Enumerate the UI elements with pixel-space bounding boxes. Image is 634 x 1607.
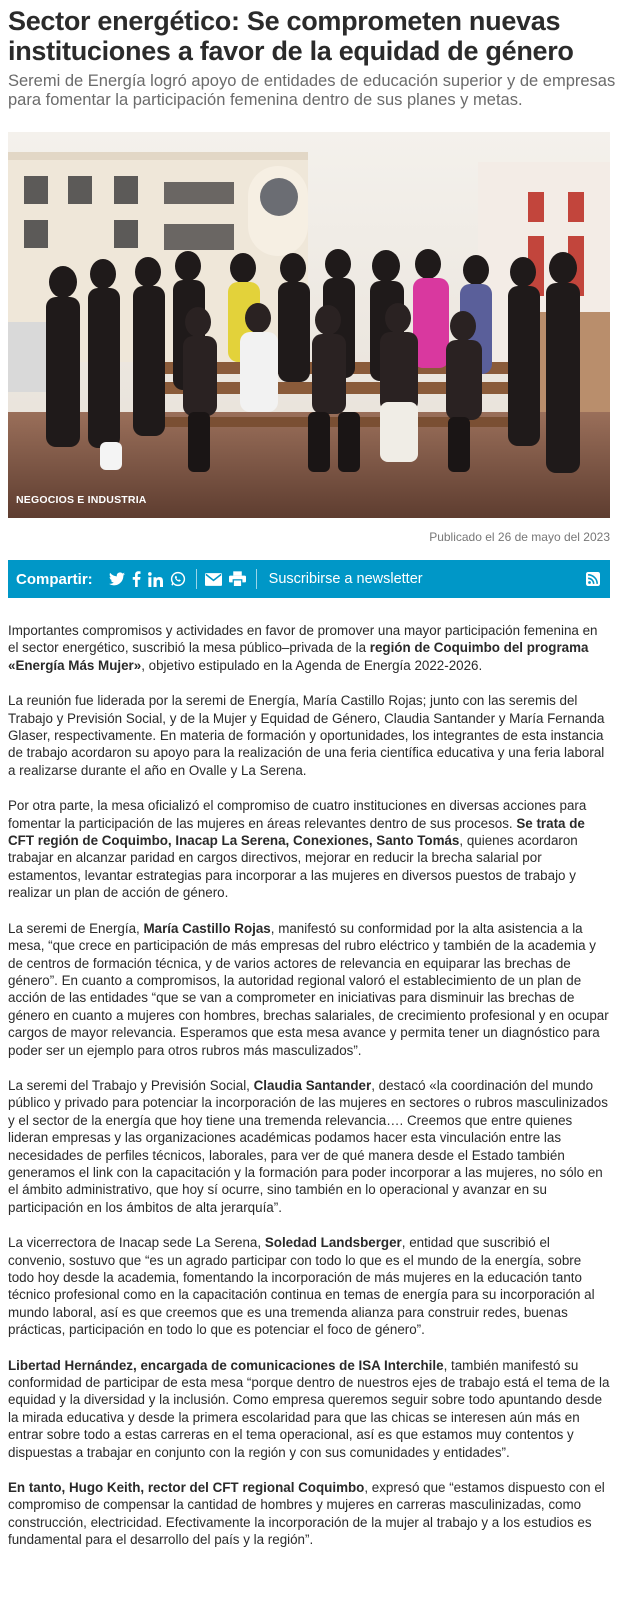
- paragraph-text: , expresó que “estamos dispuesto con el compromiso de compensar la cantidad de hombres y mujeres en carreras masculinizadas, como construcción, electricidad. Efectivamente la incorporación de la mujer al trabajo y a los estudios es fundamental para el desarrollo del país y la región”.: [8, 1480, 605, 1548]
- whatsapp-icon[interactable]: [170, 571, 186, 587]
- twitter-icon[interactable]: [109, 572, 125, 586]
- article-paragraph: [8, 1234, 610, 1338]
- bold-text: región de Coquimbo del programa «Energía Más Mujer»: [8, 640, 589, 673]
- linkedin-icon[interactable]: [148, 572, 163, 587]
- bold-text: Libertad Hernández, encargada de comunicaciones de ISA Interchile: [8, 1357, 444, 1373]
- publish-date: Publicado el 26 de mayo del 2023: [429, 530, 610, 544]
- article-paragraph: [8, 622, 610, 674]
- bold-text: Soledad Landsberger: [264, 1235, 402, 1251]
- article-paragraph: [8, 1357, 610, 1461]
- article-paragraph: [8, 1077, 610, 1216]
- paragraph-text: La reunión fue liderada por la seremi de Energía, María Castillo Rojas; junto con las seremis del Trabajo y Previsión Social, y de la Mujer y Equidad de Género, Claudia Santander y María Fernanda Glaser, respectivamente. En materia de formación y oportunidades, los integrantes de esta instancia de trabajo acordaron su apoyo para la realización de una feria científica educativa y una feria laboral a realizarse durante el año en Ovalle y La Serena.: [8, 693, 605, 778]
- email-icon[interactable]: [205, 573, 222, 586]
- bold-text: En tanto, Hugo Keith, rector del CFT regional Coquimbo: [8, 1480, 365, 1496]
- article-paragraph: [8, 797, 610, 901]
- bold-text: Se trata de CFT región de Coquimbo, Inacap La Serena, Conexiones, Santo Tomás: [8, 815, 585, 849]
- bold-text: María Castillo Rojas: [143, 920, 271, 936]
- article-paragraph: [8, 692, 610, 779]
- paragraph-text: , destacó «la coordinación del mundo público y privado para potenciar la incorporación de las mujeres en sectores o rubros masculinizados y el sector de la energía que hoy tiene una tremenda relevancia…. Creemos que entre quienes lideran empresas y las organizaciones académicas podamos hacer esta vinculación entre las necesidades de perfiles técnicos, laborales, para ver de qué manera desde el Estado también generamos el link con la capacitación y la formación para poder incorporar a las mujeres, no sólo en el ámbito administrativo, que hoy sí ocurre, sino también en lo operacional y avanzar en su participación en los ámbitos de alta jerarquía”.: [8, 1077, 608, 1215]
- article-subtitle: Seremi de Energía logró apoyo de entidades de educación superior y de empresas para fomentar la participación femenina dentro de sus planes y metas.: [8, 72, 616, 109]
- bold-text: Claudia Santander: [253, 1077, 372, 1093]
- newsletter-link[interactable]: Suscribirse a newsletter: [268, 571, 423, 587]
- category-label[interactable]: NEGOCIOS E INDUSTRIA: [16, 494, 147, 506]
- paragraph-text: La vicerrectora de Inacap sede La Serena,: [8, 1235, 265, 1251]
- article-paragraph: [8, 920, 610, 1059]
- article-body: [8, 622, 610, 1549]
- paragraph-text: , quienes acordaron trabajar en alcanzar paridad en cargos directivos, mejorar en reducir la brecha salarial por estamentos, levantar estrategias para incorporar a las mujeres en diversos puestos de trabajo y realizar un plan de acción de género.: [8, 833, 578, 901]
- share-divider: [196, 569, 197, 589]
- print-icon[interactable]: [229, 571, 246, 587]
- rss-icon[interactable]: [586, 572, 600, 586]
- share-divider: [256, 569, 257, 589]
- article-title: Sector energético: Se comprometen nuevas instituciones a favor de la equidad de género: [8, 6, 574, 66]
- article-photo: [8, 132, 610, 518]
- group-photo-image: [8, 132, 610, 518]
- article-paragraph: [8, 1479, 610, 1549]
- paragraph-text: , objetivo estipulado en la Agenda de Energía 2022-2026.: [141, 657, 483, 673]
- paragraph-text: Por otra parte, la mesa oficializó el compromiso de cuatro instituciones en diversas acciones para fomentar la participación de las mujeres en áreas relevantes dentro de sus procesos.: [8, 798, 587, 831]
- paragraph-text: Importantes compromisos y actividades en favor de promover una mayor participación femenina en el sector energético, suscribió la mesa público–privada de la: [8, 623, 598, 656]
- paragraph-text: , también manifestó su conformidad de participar de esta mesa “porque dentro de nuestros ejes de trabajo está el tema de la equidad y la diversidad y la inclusión. Como empresa queremos seguir sobre todo apuntando desde la mirada educativa y desde la primera escolaridad para que las chicas se interesen aún más en entrar sobre todo a estas carreras en el tema operacional, así es que estamos muy contentos y dispuestas a trabajar en conjunto con la región y con sus comunidades y entidades”.: [8, 1357, 610, 1460]
- paragraph-text: , manifestó su conformidad por la alta asistencia a la mesa, “que crece en participación de más empresas del rubro eléctrico y también de la academia y de centros de formación técnica, y de varios actores de relevancia en equiparar las brechas de género”. En cuanto a compromisos, la autoridad regional valoró el establecimiento de un plan de acción de las entidades “que se van a comprometer en iniciativas para disminuir las brechas de género en cuanto a mujeres con hombres, brechas salariales, de crecimiento profesional y en ocupar cargos de mayor relevancia. Esperamos que esta mesa avance y permita tener un diagnóstico para poder ser un ejemplo para otros rubros más masculizados”.: [8, 920, 609, 1058]
- share-label: Compartir:: [16, 570, 93, 588]
- facebook-icon[interactable]: [132, 571, 141, 587]
- paragraph-text: , entidad que suscribió el convenio, sostuvo que “es un agrado participar con todo lo que es el mundo de la energía, sobre todo hoy desde la academia, fomentando la incorporación de más mujeres en la educación tanto técnico profesional como en la capacitación continua en temas de energía para su incorporación al mundo laboral, así es que creemos que es una tremenda alianza para construir redes, buenas prácticas, participación en todo lo que es potenciar el foco de género”.: [8, 1235, 595, 1338]
- share-bar: [8, 560, 610, 598]
- paragraph-text: La seremi de Energía,: [8, 920, 144, 936]
- paragraph-text: La seremi del Trabajo y Previsión Social,: [8, 1077, 254, 1093]
